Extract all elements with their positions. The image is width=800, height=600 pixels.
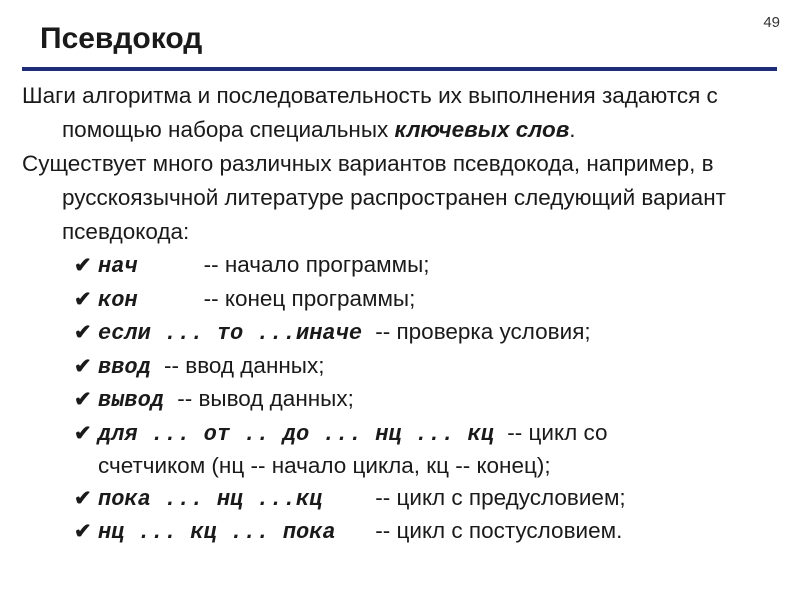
checkmark-icon: ✔ (74, 321, 92, 344)
keyword-code: если ... то ...иначе (98, 321, 376, 346)
keyword-code: нц ... кц ... пока (98, 520, 376, 545)
keyword-description: -- цикл со (507, 419, 608, 445)
list-item (74, 515, 782, 549)
list-item (74, 283, 782, 317)
keyword-description: -- цикл с постусловием. (375, 518, 623, 543)
paragraph-steps-end: . (569, 117, 576, 142)
page-number: 49 (763, 14, 780, 31)
list-item (74, 383, 782, 417)
checkmark-icon: ✔ (74, 388, 92, 411)
list-item (74, 316, 782, 350)
pseudocode-keyword-list (74, 249, 782, 549)
keyword-description: -- вывод данных; (177, 386, 354, 411)
checkmark-icon: ✔ (74, 421, 92, 445)
checkmark-icon: ✔ (74, 287, 92, 311)
list-item (74, 350, 782, 384)
keyword-description-continuation: счетчиком (нц -- начало цикла, кц -- конец); (98, 453, 551, 478)
keyword-description: -- проверка условия; (375, 319, 591, 344)
keyword-code: кон (98, 287, 204, 313)
slide-content (22, 79, 782, 549)
keyword-code: нач (98, 254, 204, 279)
list-item (74, 482, 782, 516)
keyword-description: -- начало программы; (203, 252, 430, 277)
title-underline (22, 67, 777, 71)
list-item (74, 249, 782, 283)
paragraph-steps (22, 79, 782, 147)
checkmark-icon: ✔ (74, 354, 92, 378)
keyword-code: пока ... нц ...кц (98, 486, 376, 512)
keyword-code: для ... от .. до ... нц ... кц (98, 421, 508, 447)
keyword-description: -- ввод данных; (164, 352, 325, 378)
keyword-code: вывод (98, 388, 178, 413)
paragraph-variants: Существует много различных вариантов псевдокода, например, в русскоязычной литературе распространен следующий вариант псевдокода: (22, 151, 726, 244)
keyword-description: -- цикл с предусловием; (375, 484, 626, 510)
keyword-emphasis: ключевых слов (394, 117, 570, 142)
keyword-code: ввод (98, 354, 165, 380)
paragraph-steps-text: Шаги алгоритма и последовательность их выполнения задаются с помощью набора специальных (22, 83, 718, 142)
list-item (74, 417, 782, 482)
slide-title: Псевдокод (40, 22, 203, 55)
keyword-description: -- конец программы; (203, 285, 416, 311)
checkmark-icon: ✔ (74, 520, 92, 543)
checkmark-icon: ✔ (74, 254, 92, 277)
checkmark-icon: ✔ (74, 486, 92, 510)
